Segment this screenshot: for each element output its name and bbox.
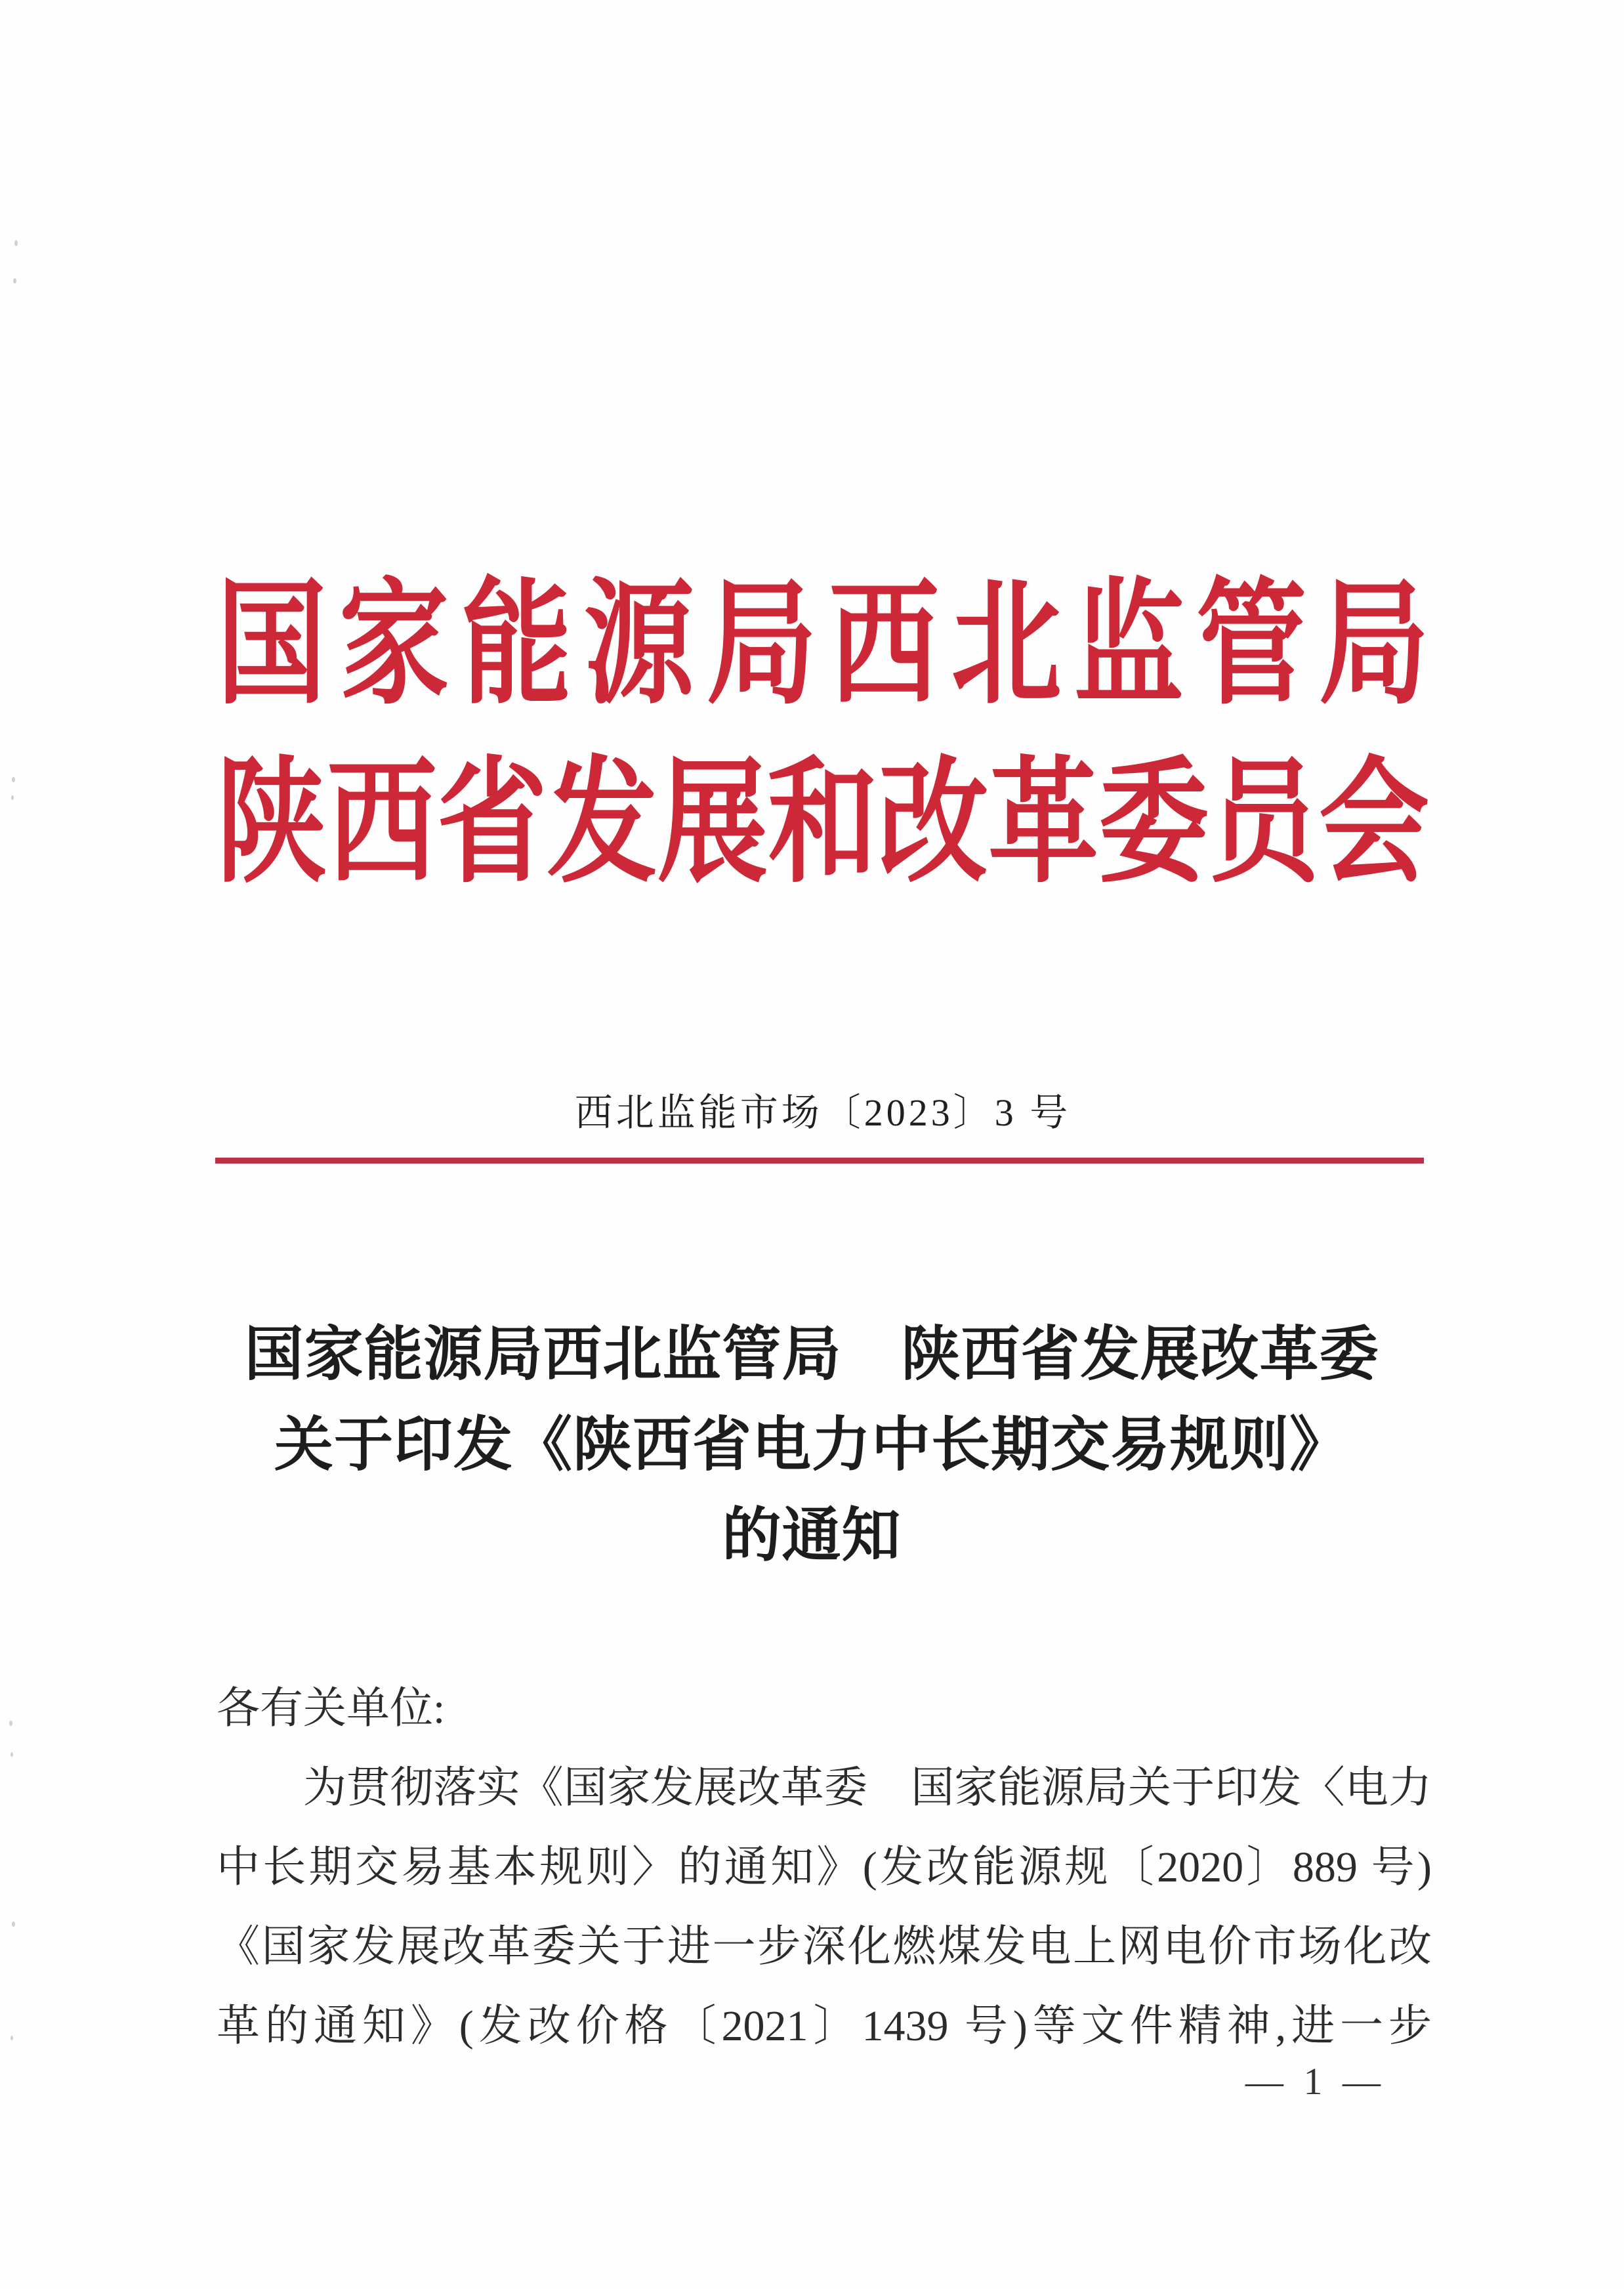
scan-speck <box>10 1752 13 1757</box>
scan-speck <box>10 2036 13 2040</box>
letterhead-org-line-1: 国 家 能 源 局 西 北 监 管 局 <box>217 570 1429 721</box>
document-title-line-2: 关于印发《陕西省电力中长期交易规则》 <box>274 1413 1349 1478</box>
document-title <box>205 1310 1418 1582</box>
scan-speck <box>13 278 16 284</box>
scan-speck <box>11 795 14 800</box>
scan-speck <box>14 240 18 246</box>
scan-speck <box>12 777 15 782</box>
document-title-line-1: 国家能源局西北监管局 陕西省发展改革委 <box>244 1322 1379 1387</box>
salutation: 各有关单位: <box>217 1685 446 1732</box>
document-title-line-3: 的通知 <box>722 1503 902 1568</box>
paragraph-line: 中长期交易基本规则〉的通知》(发改能源规〔2020〕889 号) <box>217 1843 1432 1891</box>
scan-speck <box>9 1721 12 1726</box>
body-text <box>217 1669 1432 2066</box>
paragraph-line: 革的通知》(发改价格〔2021〕1439 号)等文件精神,进一步 <box>217 2002 1432 2050</box>
paragraph-line: 为贯彻落实《国家发展改革委 国家能源局关于印发〈电力 <box>303 1764 1432 1812</box>
letterhead-org-line-2: 陕 西 省 发 展 和 改 革 委 员 会 <box>217 748 1429 899</box>
page-number: — 1 — <box>1245 2060 1386 2103</box>
paragraph-line: 《国家发展改革委关于进一步深化燃煤发电上网电价市场化改 <box>217 1923 1432 1971</box>
red-separator-rule <box>215 1158 1424 1164</box>
scan-speck <box>12 1922 15 1927</box>
document-number: 西北监能市场〔2023〕3 号 <box>574 1091 1072 1134</box>
